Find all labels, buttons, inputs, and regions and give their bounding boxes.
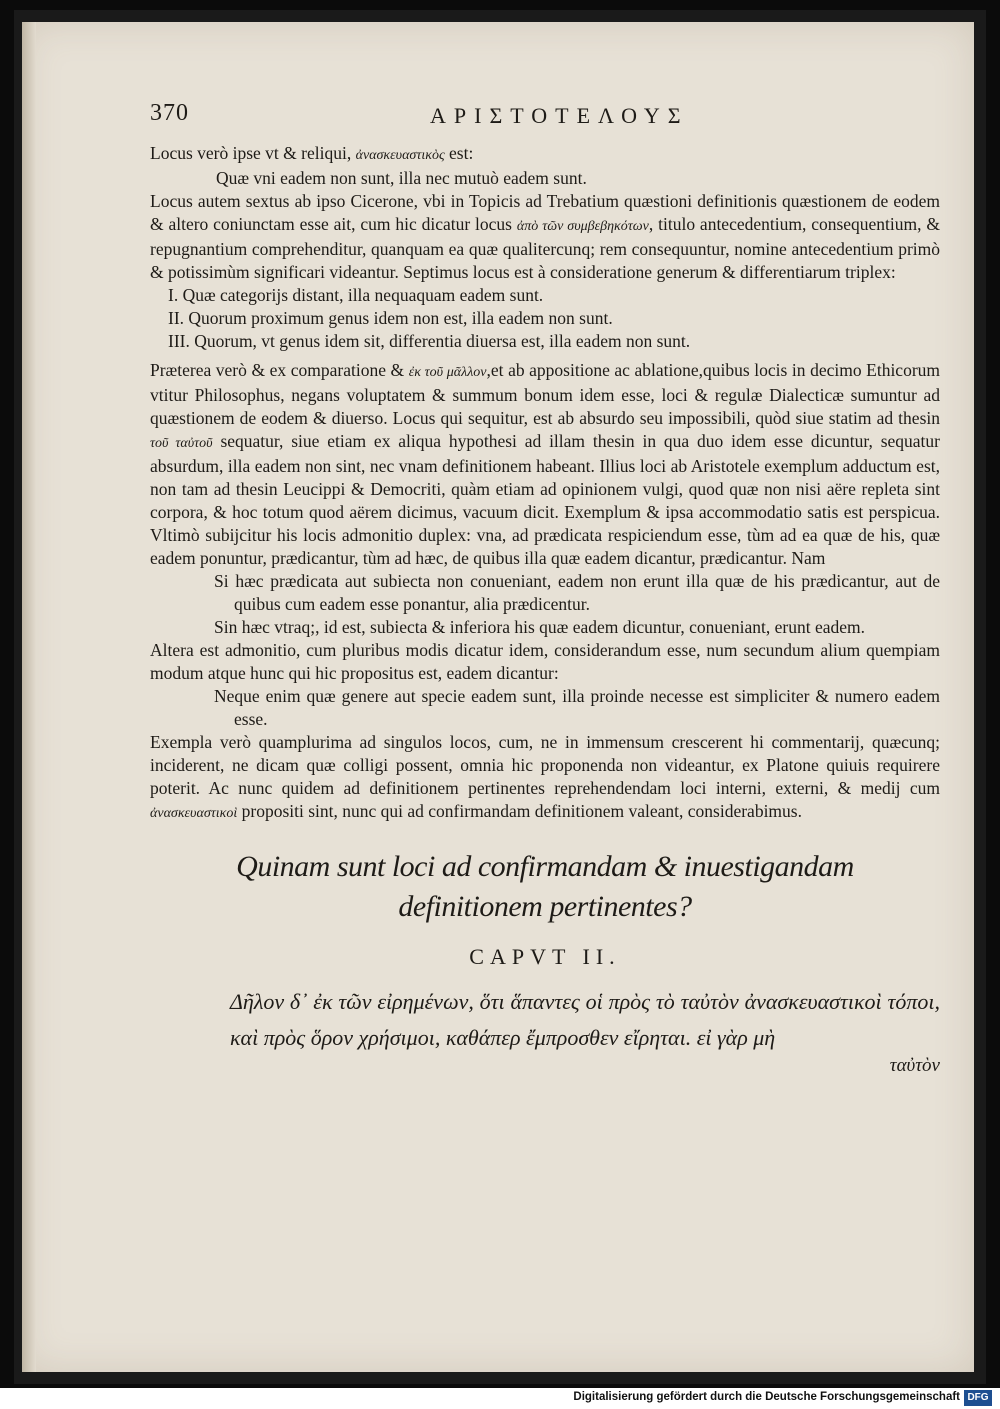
running-head: ΑΡΙΣΤΟΤΕΛΟΥΣ [430, 103, 689, 128]
greek-term: τοῦ ταὐτοῦ [150, 436, 213, 451]
page-content [150, 100, 940, 1077]
page-header [150, 100, 940, 138]
list-item: II. Quorum proximum genus idem non est, illa eadem non sunt. [168, 308, 613, 328]
rule-list [150, 284, 940, 353]
paragraph-1: Locus verò ipse vt & reliqui, ἀνασκευαστικὸς est: [150, 143, 474, 163]
paragraph-4: Altera est admonitio, cum pluribus modis dicatur idem, considerandum esse, num secundum alium quempiam modum atque hunc qui hic propositus est, eadem dicantur: [150, 640, 940, 683]
paragraph-5: Exempla verò quamplurima ad singulos locos, cum, ne in immensum crescerent hi commentarij, quæcunq; inciderent, ne dicam quæ colligi possent, omnia hic proponenda non videantur, ex Platone quiuis requirere poterit. Ac nunc quidem ad definitionem pertinentes reprehendendam loci interni, externi, & medij cum ἀνασκευαστικοὶ propositi sint, nunc qui ad confirmandam definitionem valeant, considerabimus. [150, 732, 940, 821]
quote-2: Si hæc prædicata aut subiecta non conueniant, eadem non erunt illa quæ de his prædicantur, aut de quibus cum eadem esse ponantur, alia prædicentur. [214, 571, 940, 614]
list-item: III. Quorum, vt genus idem sit, differentia diuersa est, illa eadem non sunt. [168, 331, 691, 351]
greek-term: ἀνασκευαστικὸς [355, 148, 445, 163]
dfg-logo-icon: DFG [964, 1390, 992, 1406]
digitization-footer [0, 1388, 1000, 1409]
quote-4: Neque enim quæ genere aut specie eadem sunt, illa proinde necesse est simpliciter & numero eadem esse. [214, 686, 940, 729]
paragraph-2: Locus autem sextus ab ipso Cicerone, vbi in Topicis ad Trebatium quæstioni definitionis quæstionem de eodem & altero coniunctam esse ait, cum hic dicatur locus ἀπὸ τῶν συμβεβηκότων, titulo antecedentium, consequentium, & repugnantium comprehenditur, quanquam ea quæ qualitercunq; rem consequuntur, nomine antecedentium primò & potissimùm significari videantur. Septimus locus est à consideratione generum & differentiarum triplex: [150, 191, 940, 282]
greek-passage: Δῆλον δ᾽ ἐκ τῶν εἰρημένων, ὅτι ἅπαντες οἱ πρὸς τὸ ταὐτὸν ἀνασκευαστικοὶ τόποι, καὶ πρὸς ὅρον χρήσιμοι, καθάπερ ἔμπροσθεν εἴρηται. εἰ γὰρ μὴ [230, 989, 940, 1050]
quote-1: Quæ vni eadem non sunt, illa nec mutuò eadem sunt. [216, 168, 587, 188]
page-gutter [22, 22, 36, 1372]
greek-term: ἀνασκευαστικοὶ [150, 806, 238, 821]
list-item: I. Quæ categorijs distant, illa nequaquam eadem sunt. [168, 285, 544, 305]
quote-3: Sin hæc vtraq;, id est, subiecta & inferiora his quæ eadem dicuntur, conueniant, erunt eadem. [214, 617, 865, 637]
catchword: ταὐτὸν [889, 1055, 940, 1076]
funding-credit: Digitalisierung gefördert durch die Deutsche Forschungsgemeinschaft [573, 1391, 960, 1403]
greek-term: ἐκ τοῦ μᾶλλον [408, 365, 487, 380]
chapter-label: CAPVT II. [469, 944, 621, 969]
greek-term: ἀπὸ τῶν συμβεβηκότων [516, 219, 649, 234]
page-number: 370 [150, 100, 189, 126]
paragraph-3: Præterea verò & ex comparatione & ἐκ τοῦ μᾶλλον,et ab appositione ac ablatione,quibus locis in decimo Ethicorum vtitur Philosophus, negans voluptatem & summum bonum idem esse, loci & regulæ Dialecticæ sumuntur ad quæstionem de eodem & diuerso. Locus qui sequitur, est ab absurdo seu impossibili, quòd siue statim ad thesin τοῦ ταὐτοῦ sequatur, siue etiam ex aliqua hypothesi ad illam thesin in qua duo idem esse dicuntur, sequatur absurdum, illa eadem non sint, nec vnam definitionem habeant. Illius loci ab Aristotele exemplum adductum est, non tam ad thesin Leucippi & Democriti, quàm etiam ad opinionem vulgi, quod quæ non nisi aëre repleta sint corpora, & hoc totum quod aërem dicimus, vacuum dicit. Exemplum & ipsa accommodatio satis est perspicua. Vltimò subijcitur his locis admonitio duplex: vna, ad prædicata respiciendum esse, tùm ad ea quæ de his, quæ eadem ponuntur, prædicantur, tùm ad hæc, de quibus illa quæ eadem dicantur, prædicantur. Nam [150, 360, 941, 568]
section-heading: Quinam sunt loci ad confirmandam & inuestigandam definitionem pertinentes? [236, 850, 854, 923]
